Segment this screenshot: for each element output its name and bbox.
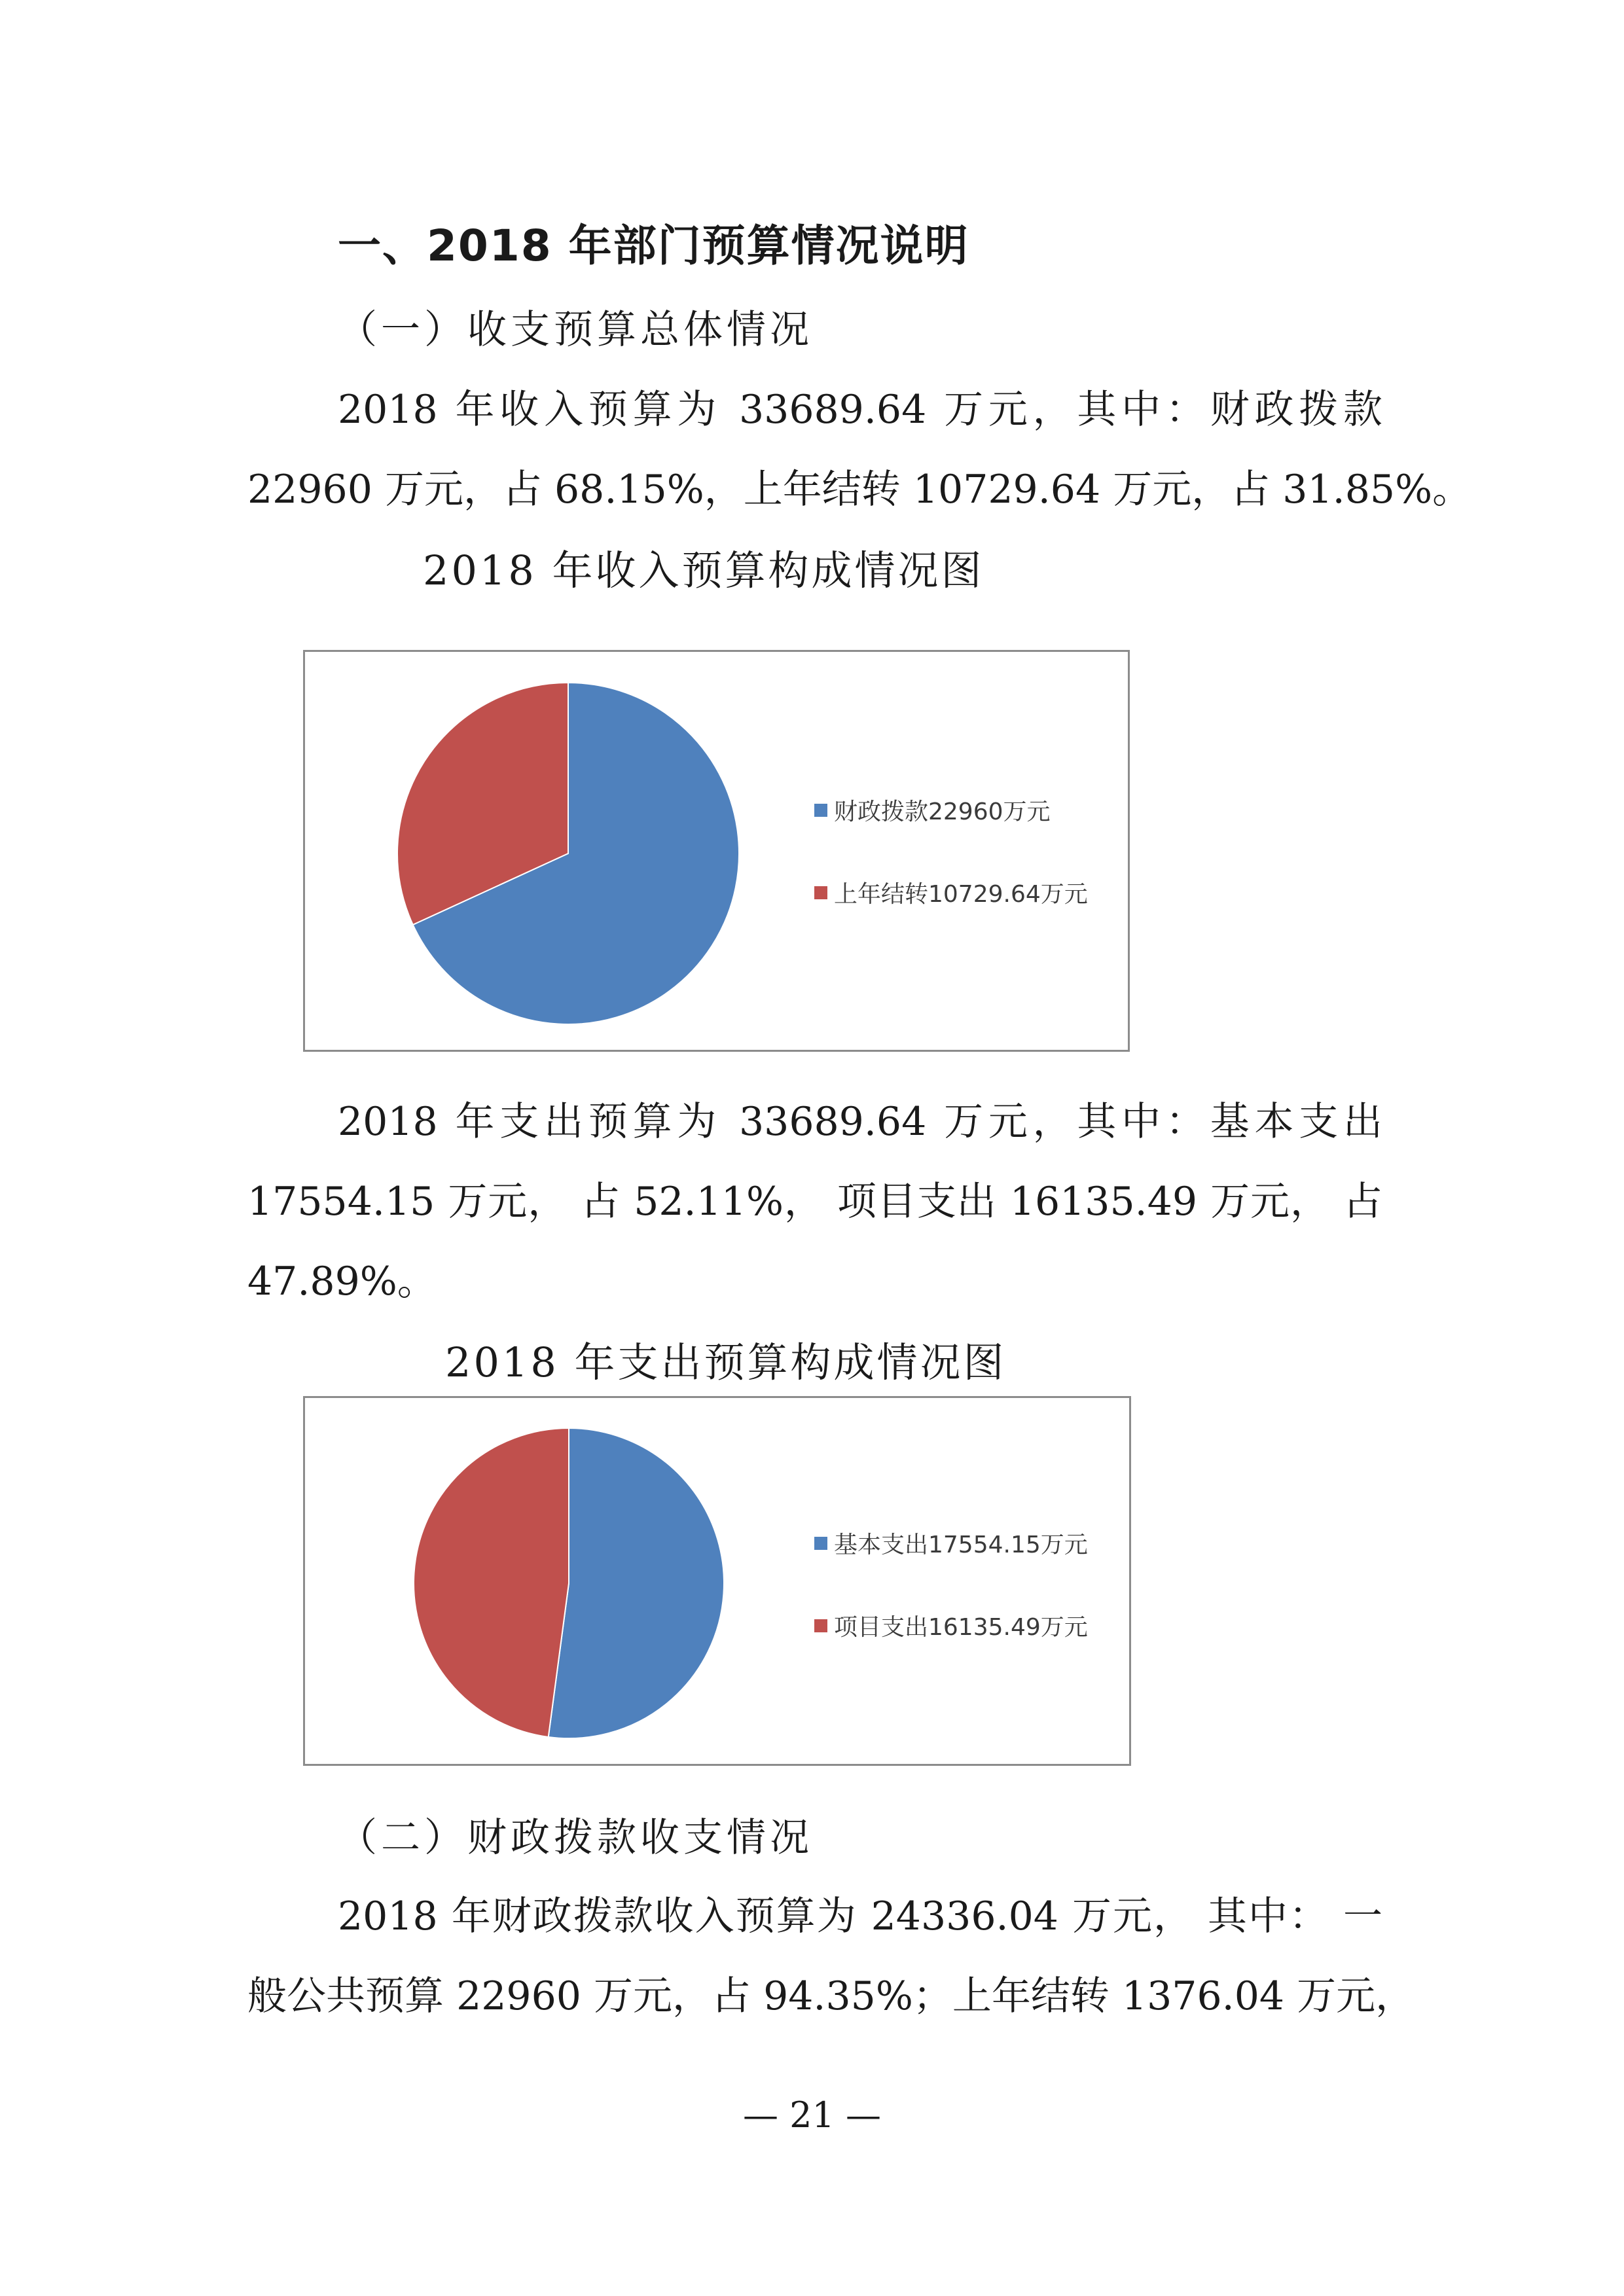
subsection-heading-1: （一）收支预算总体情况	[338, 307, 813, 353]
income-para-line-2: 22960 万元，占 68.15%，上年结转 10729.64 万元，占 31.85%。	[247, 467, 1472, 512]
income-chart	[303, 650, 1130, 1052]
expense-para-line-1: 2018 年支出预算为 33689.64 万元，其中：基本支出	[338, 1099, 1382, 1145]
pie-slice-2	[414, 1428, 569, 1737]
income-legend-item-2	[814, 876, 1088, 909]
income-pie-chart	[305, 652, 1132, 1054]
legend-label: 上年结转10729.64万元	[834, 881, 1088, 908]
expense-para-line-2: 17554.15 万元， 占 52.11%， 项目支出 16135.49 万元， 占	[247, 1179, 1382, 1225]
legend-swatch-red	[814, 1619, 827, 1632]
page-number: — 21 —	[742, 2094, 882, 2136]
pie-slice-1	[549, 1428, 724, 1738]
legend-label: 基本支出17554.15万元	[834, 1532, 1088, 1558]
income-chart-caption: 2018 年收入预算构成情况图	[423, 547, 984, 594]
income-para-line-1: 2018 年收入预算为 33689.64 万元，其中：财政拨款	[338, 387, 1382, 433]
expense-pie-chart	[305, 1398, 1133, 1768]
subsection-heading-2: （二）财政拨款收支情况	[338, 1815, 813, 1861]
legend-label: 财政拨款22960万元	[834, 798, 1051, 825]
expense-legend-item-2	[814, 1609, 1088, 1642]
fiscal-para-line-2: 般公共预算 22960 万元，占 94.35%；上年结转 1376.04 万元，	[247, 1973, 1415, 2019]
expense-chart-caption: 2018 年支出预算构成情况图	[445, 1338, 1007, 1386]
legend-label: 项目支出16135.49万元	[834, 1614, 1088, 1641]
expense-para-line-3: 47.89%。	[247, 1259, 437, 1304]
legend-swatch-blue	[814, 804, 827, 817]
legend-swatch-blue	[814, 1537, 827, 1550]
legend-swatch-red	[814, 886, 827, 899]
expense-legend-item-1	[814, 1526, 1088, 1560]
expense-chart	[303, 1396, 1131, 1766]
section-heading: 一、2018 年部门预算情况说明	[338, 221, 969, 271]
income-legend-item-1	[814, 793, 1051, 827]
fiscal-para-line-1: 2018 年财政拨款收入预算为 24336.04 万元， 其中： 一	[338, 1893, 1382, 1939]
